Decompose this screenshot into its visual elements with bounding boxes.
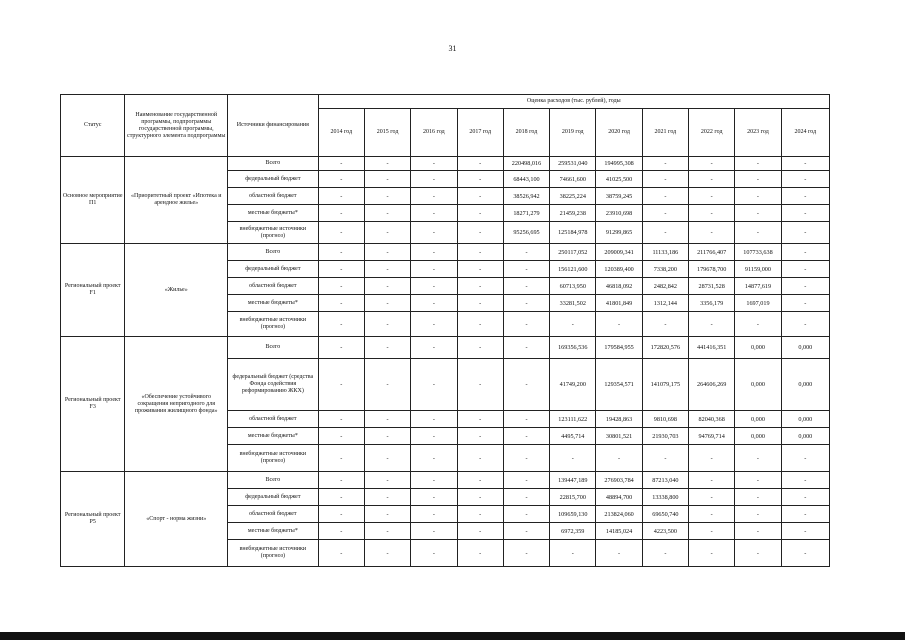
value-cell: -	[411, 312, 457, 337]
value-cell: 91159,000	[735, 261, 781, 278]
value-cell: -	[457, 312, 503, 337]
value-cell: 69650,740	[642, 506, 688, 523]
value-cell: -	[550, 312, 596, 337]
funding-source: федеральный бюджет	[228, 261, 319, 278]
value-cell: -	[318, 540, 364, 567]
value-cell: -	[457, 489, 503, 506]
value-cell: -	[364, 205, 410, 222]
value-cell: -	[457, 278, 503, 295]
header-year: 2017 год	[457, 109, 503, 157]
budget-table	[60, 94, 830, 567]
value-cell: -	[364, 428, 410, 445]
value-cell: 48894,700	[596, 489, 642, 506]
value-cell: 139447,189	[550, 472, 596, 489]
value-cell: -	[364, 222, 410, 244]
value-cell: -	[364, 472, 410, 489]
value-cell: 94769,714	[689, 428, 735, 445]
value-cell: -	[781, 205, 829, 222]
value-cell: -	[735, 472, 781, 489]
value-cell: -	[457, 337, 503, 359]
value-cell: -	[318, 312, 364, 337]
group-status: Основное мероприятие П1	[61, 157, 125, 244]
value-cell: -	[596, 312, 642, 337]
value-cell: 211766,407	[689, 244, 735, 261]
value-cell: -	[503, 244, 549, 261]
value-cell: -	[364, 506, 410, 523]
value-cell: -	[642, 540, 688, 567]
header-name: Наименование государственной программы, подпрограммы государственной программы, структурного элемента подпрограммы	[125, 95, 228, 157]
value-cell: 209009,341	[596, 244, 642, 261]
value-cell: -	[735, 445, 781, 472]
value-cell: 0,000	[781, 337, 829, 359]
value-cell: 0,000	[781, 411, 829, 428]
value-cell: -	[318, 489, 364, 506]
value-cell: 23910,698	[596, 205, 642, 222]
value-cell: 141079,175	[642, 359, 688, 411]
value-cell: 0,000	[735, 411, 781, 428]
table-row	[61, 157, 830, 171]
value-cell: -	[457, 244, 503, 261]
value-cell: -	[318, 506, 364, 523]
value-cell: -	[411, 472, 457, 489]
value-cell: -	[503, 337, 549, 359]
value-cell: -	[503, 472, 549, 489]
value-cell: 194995,308	[596, 157, 642, 171]
value-cell: -	[364, 188, 410, 205]
value-cell: -	[735, 222, 781, 244]
value-cell: -	[781, 295, 829, 312]
value-cell: -	[503, 278, 549, 295]
funding-source: местные бюджеты*	[228, 523, 319, 540]
value-cell: -	[364, 337, 410, 359]
value-cell: -	[781, 506, 829, 523]
header-status: Статус	[61, 95, 125, 157]
value-cell: -	[735, 312, 781, 337]
value-cell: -	[364, 489, 410, 506]
group-status: Региональный проект P5	[61, 472, 125, 567]
value-cell: -	[457, 157, 503, 171]
funding-source: Всего	[228, 337, 319, 359]
value-cell: 14877,619	[735, 278, 781, 295]
value-cell: -	[503, 506, 549, 523]
value-cell: -	[781, 445, 829, 472]
header-year: 2018 год	[503, 109, 549, 157]
value-cell: 276903,784	[596, 472, 642, 489]
value-cell: -	[318, 157, 364, 171]
group-name: «Приоритетный проект «Ипотека и арендное жилье»	[125, 157, 228, 244]
value-cell: 107733,638	[735, 244, 781, 261]
value-cell: -	[318, 205, 364, 222]
value-cell: -	[411, 171, 457, 188]
value-cell: -	[781, 278, 829, 295]
value-cell: -	[503, 312, 549, 337]
value-cell: 38225,224	[550, 188, 596, 205]
funding-source: местные бюджеты*	[228, 428, 319, 445]
table-row	[61, 244, 830, 261]
value-cell: -	[735, 205, 781, 222]
value-cell: -	[503, 445, 549, 472]
header-year: 2016 год	[411, 109, 457, 157]
value-cell: -	[689, 506, 735, 523]
value-cell: -	[457, 261, 503, 278]
group-status: Региональный проект F3	[61, 337, 125, 472]
header-year: 2014 год	[318, 109, 364, 157]
funding-source: Всего	[228, 472, 319, 489]
header-year: 2019 год	[550, 109, 596, 157]
value-cell: -	[503, 523, 549, 540]
value-cell: -	[457, 411, 503, 428]
value-cell: -	[411, 261, 457, 278]
value-cell: 91299,865	[596, 222, 642, 244]
value-cell: -	[457, 506, 503, 523]
value-cell: -	[642, 171, 688, 188]
value-cell: -	[642, 312, 688, 337]
value-cell: 95256,695	[503, 222, 549, 244]
funding-source: областной бюджет	[228, 411, 319, 428]
value-cell: 250117,052	[550, 244, 596, 261]
value-cell: -	[411, 506, 457, 523]
value-cell: 22815,700	[550, 489, 596, 506]
value-cell: 0,000	[781, 359, 829, 411]
value-cell: 109659,130	[550, 506, 596, 523]
value-cell: -	[689, 489, 735, 506]
funding-source: местные бюджеты*	[228, 295, 319, 312]
value-cell: 1697,019	[735, 295, 781, 312]
value-cell: 33281,502	[550, 295, 596, 312]
value-cell: -	[411, 295, 457, 312]
value-cell: -	[457, 295, 503, 312]
value-cell: 6972,359	[550, 523, 596, 540]
value-cell: 259531,040	[550, 157, 596, 171]
value-cell: -	[503, 489, 549, 506]
value-cell: -	[689, 312, 735, 337]
value-cell: 120389,400	[596, 261, 642, 278]
value-cell: -	[364, 359, 410, 411]
value-cell: -	[596, 540, 642, 567]
value-cell: -	[735, 540, 781, 567]
value-cell: -	[364, 171, 410, 188]
value-cell: -	[411, 428, 457, 445]
header-sources: Источники финансирования	[228, 95, 319, 157]
value-cell: -	[781, 157, 829, 171]
group-name: «Жилье»	[125, 244, 228, 337]
value-cell: -	[318, 445, 364, 472]
funding-source: федеральный бюджет	[228, 489, 319, 506]
value-cell: 0,000	[735, 337, 781, 359]
value-cell: -	[411, 244, 457, 261]
value-cell: -	[457, 188, 503, 205]
value-cell: -	[318, 188, 364, 205]
value-cell: 123111,622	[550, 411, 596, 428]
value-cell: -	[781, 171, 829, 188]
value-cell: -	[550, 445, 596, 472]
value-cell: -	[596, 445, 642, 472]
value-cell: -	[318, 337, 364, 359]
value-cell: -	[318, 359, 364, 411]
funding-source: областной бюджет	[228, 278, 319, 295]
value-cell: -	[781, 489, 829, 506]
value-cell: -	[364, 295, 410, 312]
header-year: 2024 год	[781, 109, 829, 157]
value-cell: -	[781, 244, 829, 261]
value-cell: 13338,800	[642, 489, 688, 506]
value-cell: 18271,279	[503, 205, 549, 222]
value-cell: -	[411, 188, 457, 205]
value-cell: -	[411, 523, 457, 540]
value-cell: 179584,955	[596, 337, 642, 359]
value-cell: -	[781, 261, 829, 278]
value-cell: -	[411, 205, 457, 222]
value-cell: -	[503, 261, 549, 278]
value-cell: -	[318, 171, 364, 188]
value-cell: -	[689, 523, 735, 540]
value-cell: 169356,536	[550, 337, 596, 359]
value-cell: 4223,500	[642, 523, 688, 540]
value-cell: -	[642, 205, 688, 222]
value-cell: -	[735, 506, 781, 523]
funding-source: внебюджетные источники (прогноз)	[228, 540, 319, 567]
value-cell: 21930,703	[642, 428, 688, 445]
value-cell: -	[503, 540, 549, 567]
value-cell: -	[457, 540, 503, 567]
value-cell: -	[364, 411, 410, 428]
funding-source: внебюджетные источники (прогноз)	[228, 445, 319, 472]
value-cell: 46818,092	[596, 278, 642, 295]
value-cell: -	[689, 540, 735, 567]
value-cell: 129354,571	[596, 359, 642, 411]
value-cell: -	[781, 523, 829, 540]
value-cell: 2482,842	[642, 278, 688, 295]
value-cell: 87213,040	[642, 472, 688, 489]
value-cell: -	[457, 205, 503, 222]
value-cell: 41025,500	[596, 171, 642, 188]
value-cell: -	[318, 278, 364, 295]
value-cell: -	[411, 445, 457, 472]
page-number: 31	[448, 44, 457, 53]
value-cell: -	[457, 472, 503, 489]
value-cell: 38526,942	[503, 188, 549, 205]
value-cell: -	[318, 472, 364, 489]
value-cell: -	[781, 540, 829, 567]
value-cell: -	[689, 222, 735, 244]
value-cell: 9810,698	[642, 411, 688, 428]
value-cell: -	[364, 157, 410, 171]
value-cell: 0,000	[735, 428, 781, 445]
value-cell: -	[364, 523, 410, 540]
funding-source: областной бюджет	[228, 506, 319, 523]
value-cell: -	[781, 222, 829, 244]
value-cell: -	[318, 428, 364, 445]
value-cell: 41801,849	[596, 295, 642, 312]
group-name: «Спорт - норма жизни»	[125, 472, 228, 567]
value-cell: -	[364, 312, 410, 337]
value-cell: -	[503, 411, 549, 428]
value-cell: -	[364, 261, 410, 278]
value-cell: -	[457, 222, 503, 244]
value-cell: -	[411, 337, 457, 359]
value-cell: -	[457, 171, 503, 188]
value-cell: 14185,024	[596, 523, 642, 540]
value-cell: 125184,978	[550, 222, 596, 244]
value-cell: -	[550, 540, 596, 567]
value-cell: -	[735, 489, 781, 506]
value-cell: -	[735, 157, 781, 171]
value-cell: 441416,351	[689, 337, 735, 359]
group-status: Региональный проект F1	[61, 244, 125, 337]
value-cell: -	[411, 540, 457, 567]
value-cell: 21459,238	[550, 205, 596, 222]
header-estimate: Оценка расходов (тыс. рублей), годы	[318, 95, 829, 109]
value-cell: 11133,186	[642, 244, 688, 261]
value-cell: -	[364, 278, 410, 295]
value-cell: 0,000	[781, 428, 829, 445]
value-cell: 0,000	[735, 359, 781, 411]
value-cell: -	[318, 244, 364, 261]
value-cell: -	[411, 489, 457, 506]
value-cell: 4495,714	[550, 428, 596, 445]
funding-source: Всего	[228, 157, 319, 171]
funding-source: местные бюджеты*	[228, 205, 319, 222]
value-cell: -	[689, 472, 735, 489]
value-cell: 1312,144	[642, 295, 688, 312]
value-cell: -	[411, 222, 457, 244]
value-cell: -	[503, 428, 549, 445]
value-cell: -	[457, 445, 503, 472]
header-year: 2023 год	[735, 109, 781, 157]
value-cell: -	[411, 278, 457, 295]
value-cell: -	[689, 205, 735, 222]
value-cell: -	[689, 188, 735, 205]
header-year: 2021 год	[642, 109, 688, 157]
value-cell: 213824,060	[596, 506, 642, 523]
scan-edge	[0, 632, 905, 640]
value-cell: -	[457, 428, 503, 445]
value-cell: 30801,521	[596, 428, 642, 445]
funding-source: Всего	[228, 244, 319, 261]
value-cell: -	[642, 445, 688, 472]
value-cell: 38759,245	[596, 188, 642, 205]
value-cell: 264606,269	[689, 359, 735, 411]
value-cell: 19428,863	[596, 411, 642, 428]
funding-source: федеральный бюджет	[228, 171, 319, 188]
value-cell: 28731,528	[689, 278, 735, 295]
value-cell: 82040,368	[689, 411, 735, 428]
value-cell: -	[318, 411, 364, 428]
value-cell: -	[781, 188, 829, 205]
header-year: 2015 год	[364, 109, 410, 157]
value-cell: -	[457, 523, 503, 540]
value-cell: -	[503, 295, 549, 312]
value-cell: -	[364, 540, 410, 567]
value-cell: -	[457, 359, 503, 411]
value-cell: -	[318, 261, 364, 278]
value-cell: -	[642, 222, 688, 244]
value-cell: -	[781, 312, 829, 337]
value-cell: 220498,016	[503, 157, 549, 171]
value-cell: 179678,700	[689, 261, 735, 278]
group-name: «Обеспечение устойчивого сокращения непригодного для проживания жилищного фонда»	[125, 337, 228, 472]
value-cell: 74661,600	[550, 171, 596, 188]
funding-source: внебюджетные источники (прогноз)	[228, 222, 319, 244]
value-cell: -	[364, 244, 410, 261]
table-row	[61, 337, 830, 359]
value-cell: 41749,200	[550, 359, 596, 411]
value-cell: 3356,179	[689, 295, 735, 312]
funding-source: областной бюджет	[228, 188, 319, 205]
header-year: 2020 год	[596, 109, 642, 157]
value-cell: -	[735, 523, 781, 540]
value-cell: -	[364, 445, 410, 472]
value-cell: -	[411, 157, 457, 171]
value-cell: -	[735, 171, 781, 188]
value-cell: -	[318, 222, 364, 244]
header-year: 2022 год	[689, 109, 735, 157]
value-cell: -	[318, 295, 364, 312]
value-cell: -	[411, 411, 457, 428]
table-row	[61, 472, 830, 489]
value-cell: -	[689, 157, 735, 171]
value-cell: -	[642, 188, 688, 205]
value-cell: -	[503, 359, 549, 411]
value-cell: 68443,100	[503, 171, 549, 188]
value-cell: -	[318, 523, 364, 540]
funding-source: внебюджетные источники (прогноз)	[228, 312, 319, 337]
value-cell: -	[642, 157, 688, 171]
value-cell: -	[735, 188, 781, 205]
value-cell: 60713,950	[550, 278, 596, 295]
value-cell: -	[781, 472, 829, 489]
value-cell: -	[411, 359, 457, 411]
value-cell: 156121,600	[550, 261, 596, 278]
value-cell: 7338,200	[642, 261, 688, 278]
value-cell: 172820,576	[642, 337, 688, 359]
value-cell: -	[689, 171, 735, 188]
funding-source: федеральный бюджет (средства Фонда содействия реформированию ЖКХ)	[228, 359, 319, 411]
value-cell: -	[689, 445, 735, 472]
